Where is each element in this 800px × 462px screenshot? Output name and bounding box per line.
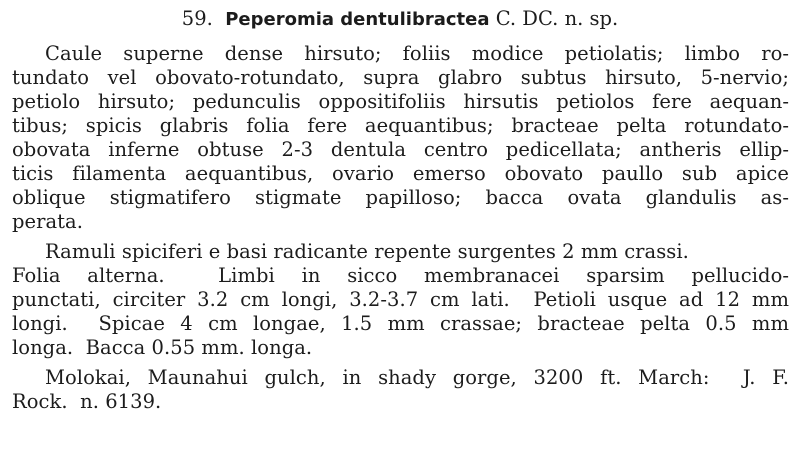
species-authority: C. DC. n. sp.: [495, 7, 619, 30]
text-line: Molokai, Maunahui gulch, in shady gorge, 3200 ft. March: J. F.: [45, 366, 789, 389]
text-line: tibus; spicis glabris folia fere aequantibus; bracteae pelta rotundato-: [12, 114, 789, 137]
text-line: ticis filamenta aequantibus, ovario emerso obovato paullo sub apice: [12, 162, 789, 185]
text-line: Folia alterna. Limbi in sicco membranacei sparsim pellucido-: [12, 264, 789, 287]
species-number: 59.: [181, 7, 213, 30]
text-line: perata.: [12, 210, 83, 233]
text-line: punctati, circiter 3.2 cm longi, 3.2-3.7 cm lati. Petioli usque ad 12 mm: [12, 288, 789, 311]
text-line: obovata inferne obtuse 2-3 dentula centro pedicellata; antheris ellip-: [12, 138, 789, 161]
text-line: longi. Spicae 4 cm longae, 1.5 mm crassae; bracteae pelta 0.5 mm: [12, 312, 789, 335]
text-line: Caule superne dense hirsuto; foliis modice petiolatis; limbo ro-: [45, 42, 789, 65]
text-line: Ramuli spiciferi e basi radicante repente surgentes 2 mm crassi.: [45, 240, 689, 263]
text-line: oblique stigmatifero stigmate papilloso; bacca ovata glandulis as-: [12, 186, 789, 209]
species-heading: [0, 7, 800, 32]
text-line: petiolo hirsuto; pedunculis oppositifoliis hirsutis petiolos fere aequan-: [12, 90, 789, 113]
text-line: tundato vel obovato-rotundato, supra glabro subtus hirsuto, 5-nervio;: [12, 66, 789, 89]
text-line: longa. Bacca 0.55 mm. longa.: [12, 336, 313, 359]
text-line: Rock. n. 6139.: [12, 390, 162, 413]
species-name: Peperomia dentulibractea: [225, 9, 490, 30]
